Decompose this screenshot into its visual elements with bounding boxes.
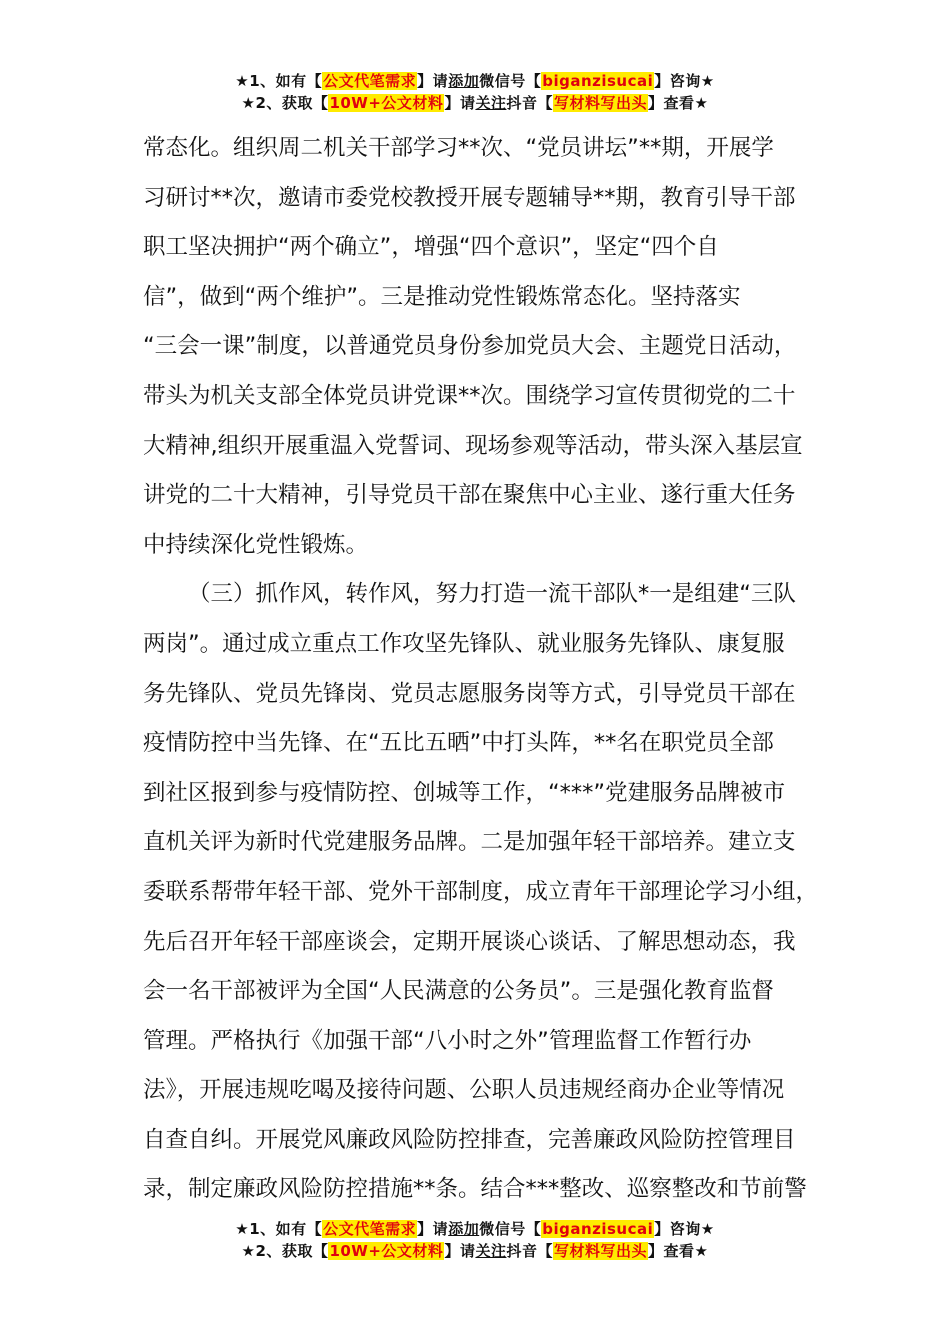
banner-text: 】请: [444, 94, 476, 112]
body-line: 信”，做到“两个维护”。三是推动党性锻炼常态化。坚持落实: [143, 283, 741, 310]
banner-text: 】请: [444, 1242, 476, 1260]
header-banner: [0, 70, 950, 114]
body-line: 自查自纠。开展党风廉政风险防控排查，完善廉政风险防控管理目: [143, 1126, 796, 1153]
document-body: [143, 124, 819, 1215]
body-line: 会一名干部被评为全国“人民满意的公务员”。三是强化教育监督: [143, 978, 774, 1005]
banner-line-2: [0, 92, 950, 114]
body-line: 带头为机关支部全体党员讲党课**次。围绕学习宣传贯彻党的二十: [143, 382, 796, 409]
body-line: 管理。严格执行《加强干部“八小时之外”管理监督工作暂行办: [143, 1027, 752, 1054]
banner-line-1: [0, 1218, 950, 1240]
banner-text: 微信号【: [479, 72, 542, 90]
banner-text: ★2、获取【: [241, 1242, 329, 1260]
body-line: 两岗”。通过成立重点工作攻坚先锋队、就业服务先锋队、康复服: [143, 630, 785, 657]
banner-text: 】请: [417, 72, 449, 90]
banner-text: 抖音【: [506, 1242, 553, 1260]
body-line: 大精神,组织开展重温入党誓词、现场参观等活动，带头深入基层宣: [143, 432, 803, 459]
body-line: 中持续深化党性锻炼。: [143, 531, 369, 558]
banner-line-2: [0, 1240, 950, 1262]
banner-douyin-account: 写材料写出头: [553, 1242, 647, 1260]
banner-douyin-account: 写材料写出头: [553, 94, 647, 112]
banner-highlight: 公文代笔需求: [323, 72, 417, 90]
footer-banner: [0, 1218, 950, 1262]
body-line: 讲党的二十大精神，引导党员干部在聚焦中心主业、遂行重大任务: [143, 482, 796, 509]
banner-text: 】查看★: [648, 1242, 709, 1260]
body-line: 先后召开年轻干部座谈会，定期开展谈心谈话、了解思想动态，我: [143, 928, 796, 955]
body-line: 直机关评为新时代党建服务品牌。二是加强年轻干部培养。建立支: [143, 829, 796, 856]
banner-underlined: 添加: [448, 1220, 480, 1238]
body-line: 疫情防控中当先锋、在“五比五晒”中打头阵，**名在职党员全部: [143, 730, 774, 757]
banner-wechat-id: biganzisucai: [542, 1220, 654, 1238]
banner-text: 】咨询★: [654, 1220, 715, 1238]
body-line: 务先锋队、党员先锋岗、党员志愿服务岗等方式，引导党员干部在: [143, 680, 796, 707]
banner-highlight: 公文代笔需求: [323, 1220, 417, 1238]
banner-underlined: 关注: [475, 1242, 507, 1260]
banner-highlight: 10W+公文材料: [329, 1242, 444, 1260]
banner-text: 】查看★: [648, 94, 709, 112]
banner-text: 微信号【: [479, 1220, 542, 1238]
body-line: 常态化。组织周二机关干部学习**次、“党员讲坛”**期，开展学: [143, 135, 774, 161]
banner-underlined: 添加: [448, 72, 480, 90]
banner-highlight: 10W+公文材料: [329, 94, 444, 112]
body-line: 录，制定廉政风险防控措施**条。结合***整改、巡察整改和节前警: [143, 1176, 807, 1203]
body-line: 到社区报到参与疫情防控、创城等工作，“***”党建服务品牌被市: [143, 779, 786, 806]
body-line: 委联系帮带年轻干部、党外干部制度，成立青年干部理论学习小组，: [143, 878, 819, 905]
banner-text: ★2、获取【: [241, 94, 329, 112]
body-line: 习研讨**次，邀请市委党校教授开展专题辅导**期，教育引导干部: [143, 184, 796, 211]
banner-underlined: 关注: [475, 94, 507, 112]
body-line: “三会一课”制度，以普通党员身份参加党员大会、主题党日活动，: [143, 333, 797, 360]
banner-text: 抖音【: [506, 94, 553, 112]
banner-text: 】请: [417, 1220, 449, 1238]
body-line: 职工坚决拥护“两个确立”，增强“四个意识”，坚定“四个自: [143, 234, 719, 261]
section-heading-line: （三）抓作风，转作风，努力打造一流干部队*一是组建“三队: [188, 581, 796, 608]
banner-text: ★1、如有【: [235, 1220, 323, 1238]
banner-text: ★1、如有【: [235, 72, 323, 90]
banner-text: 】咨询★: [654, 72, 715, 90]
banner-line-1: [0, 70, 950, 92]
body-line: 法》，开展违规吃喝及接待问题、公职人员违规经商办企业等情况: [143, 1077, 785, 1104]
banner-wechat-id: biganzisucai: [542, 72, 654, 90]
